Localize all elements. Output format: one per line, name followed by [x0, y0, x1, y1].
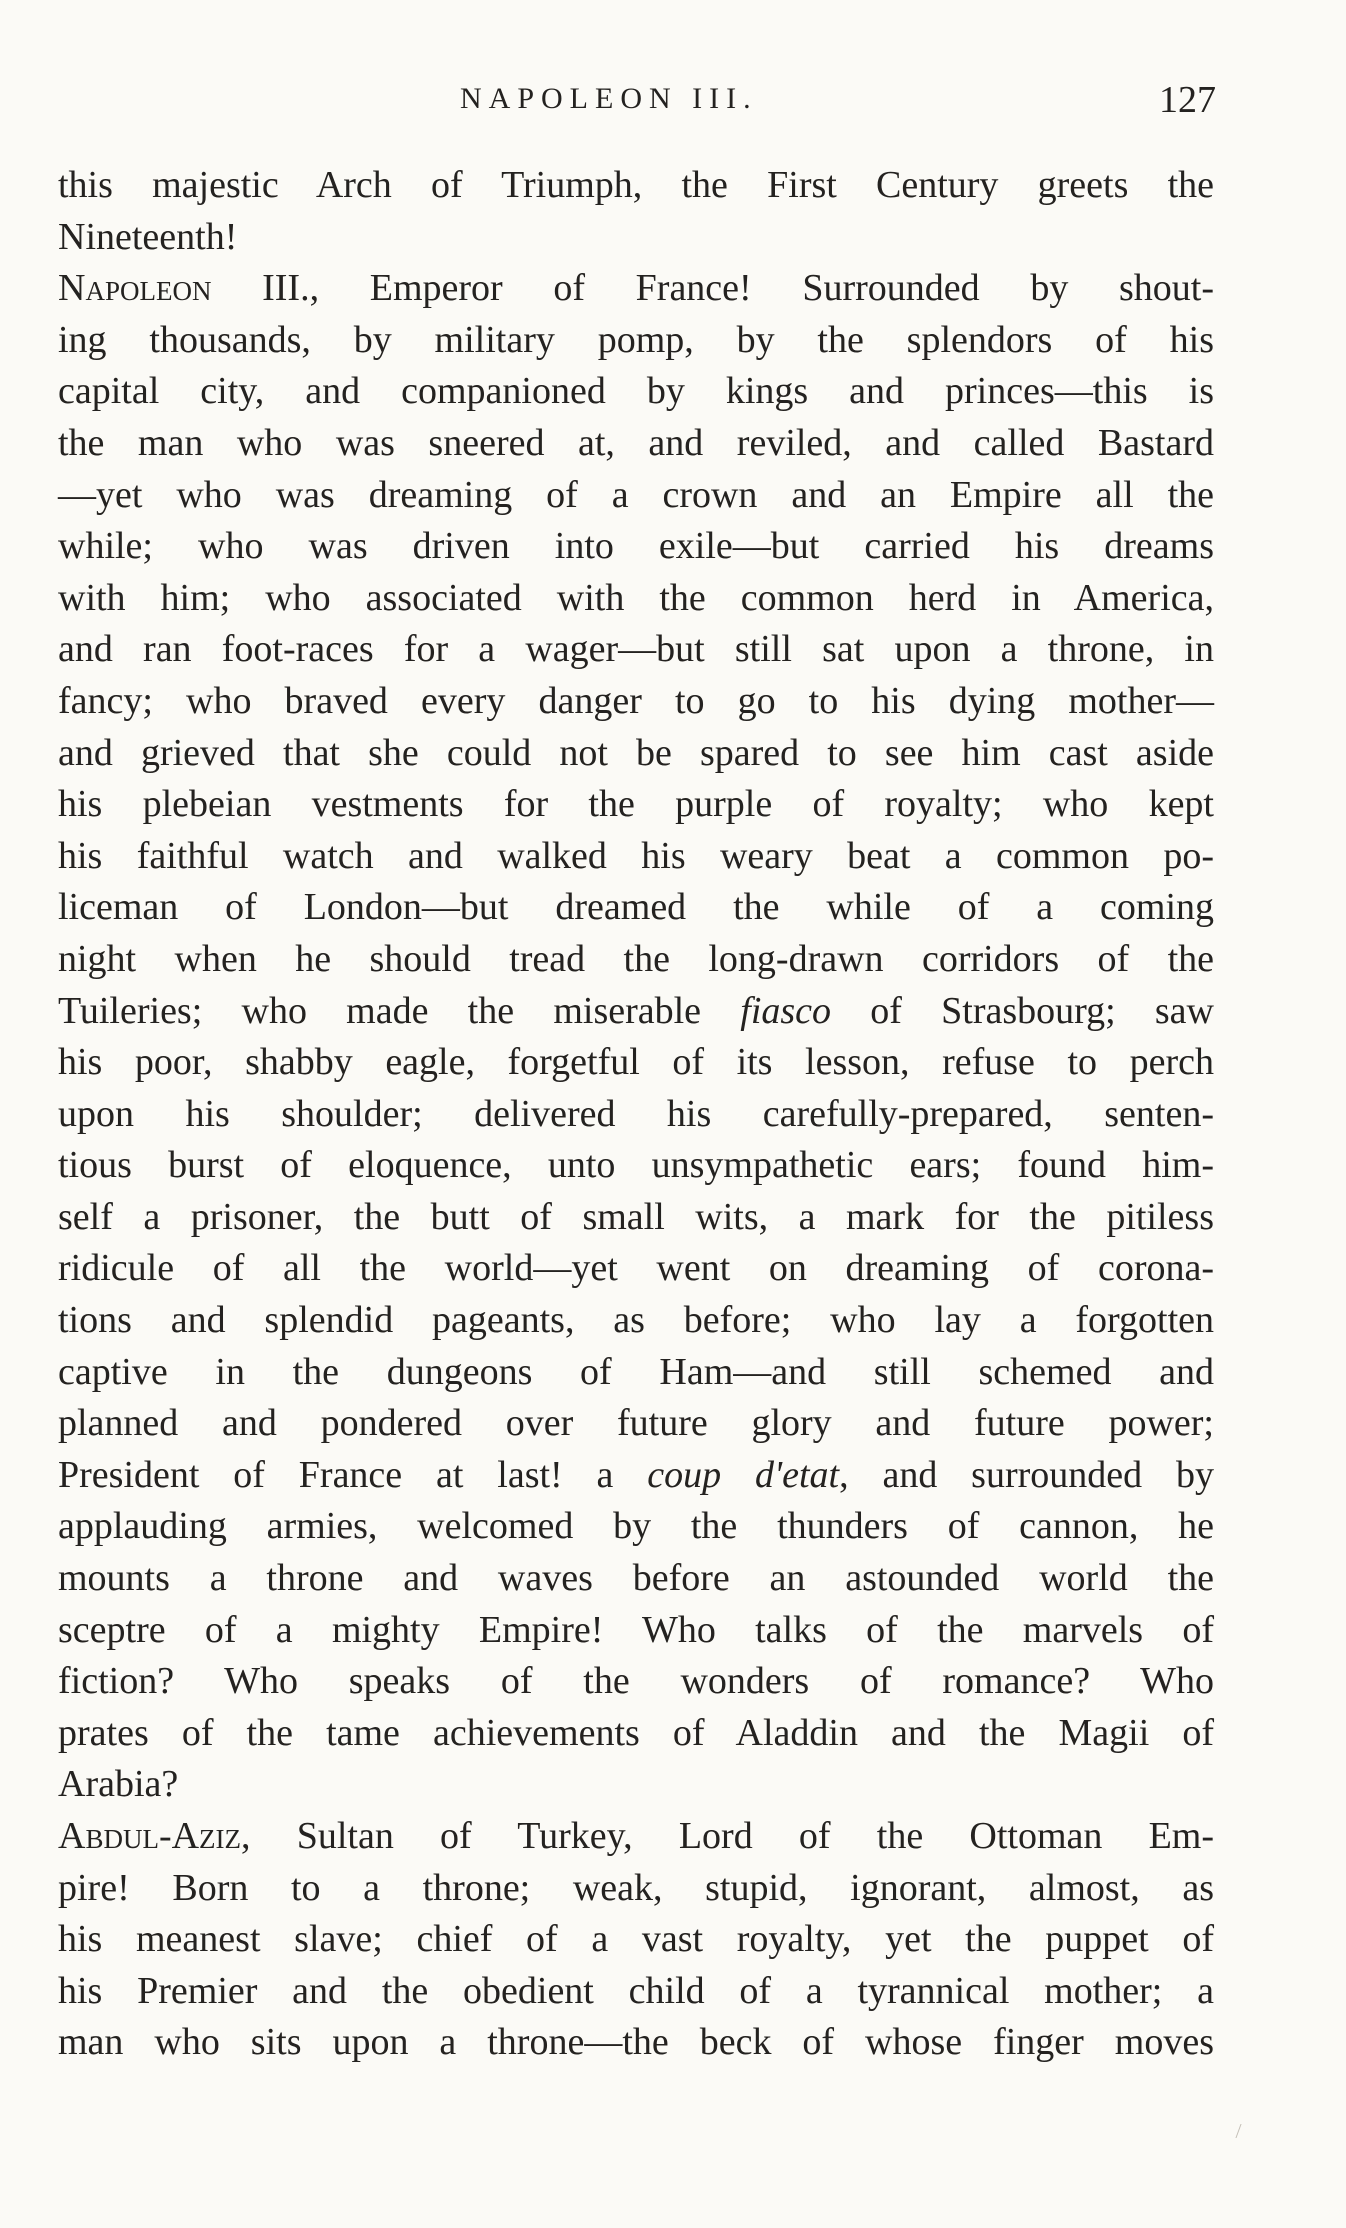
text-line: [58, 1501, 1214, 1553]
text-segment: pire! Born to a throne; weak, stupid, ignorant, almost, as: [58, 1866, 1214, 1909]
text-segment: his Premier and the obedient child of a tyrannical mother; a: [58, 1969, 1214, 2012]
text-segment: Nineteenth!: [58, 215, 238, 258]
text-segment: sceptre of a mighty Empire! Who talks of the marvels of: [58, 1608, 1214, 1651]
small-caps-name: Abdul-Aziz: [58, 1815, 242, 1857]
text-line: [58, 1140, 1214, 1192]
running-head: [460, 78, 1216, 122]
small-caps-name: Napoleon: [58, 267, 212, 310]
text-segment: , and surrounded by: [839, 1453, 1214, 1496]
text-line: [58, 315, 1214, 367]
italic-text: coup d'etat: [647, 1453, 840, 1496]
text-line: [58, 418, 1214, 470]
text-segment: self a prisoner, the butt of small wits, a mark for the pitiless: [58, 1195, 1214, 1238]
text-segment: his meanest slave; chief of a vast royalty, yet the puppet of: [58, 1918, 1214, 1961]
text-line: [58, 212, 1214, 264]
text-segment: his plebeian vestments for the purple of royalty; who kept: [58, 783, 1214, 826]
text-line: [58, 1347, 1214, 1399]
text-line: [58, 986, 1214, 1038]
text-line: [58, 1450, 1214, 1502]
text-segment: Arabia?: [58, 1763, 179, 1806]
text-segment: capital city, and companioned by kings and princes—this is: [58, 370, 1214, 413]
italic-text: fiasco: [740, 989, 832, 1032]
text-line: [58, 1759, 1214, 1811]
text-line: [58, 1914, 1214, 1966]
text-segment: planned and pondered over future glory and future power;: [58, 1402, 1214, 1445]
text-segment: upon his shoulder; delivered his carefully-prepared, senten-: [58, 1092, 1214, 1135]
text-segment: the man who was sneered at, and reviled, and called Bastard: [58, 421, 1214, 464]
text-line: [58, 521, 1214, 573]
text-segment: with him; who associated with the common herd in America,: [58, 576, 1214, 619]
text-line: [58, 1089, 1214, 1141]
text-line: [58, 831, 1214, 883]
text-segment: while; who was driven into exile—but carried his dreams: [58, 525, 1214, 568]
text-segment: fancy; who braved every danger to go to his dying mother—: [58, 679, 1214, 722]
text-segment: night when he should tread the long-drawn corridors of the: [58, 937, 1214, 980]
text-segment: tions and splendid pageants, as before; who lay a forgotten: [58, 1299, 1214, 1342]
text-line: [58, 1295, 1214, 1347]
text-line: [58, 728, 1214, 780]
text-segment: his faithful watch and walked his weary beat a common po-: [58, 834, 1214, 877]
text-line: [58, 882, 1214, 934]
text-line: [58, 1398, 1214, 1450]
text-segment: ing thousands, by military pomp, by the splendors of his: [58, 318, 1214, 361]
text-line: [58, 1656, 1214, 1708]
text-segment: applauding armies, welcomed by the thunders of cannon, he: [58, 1505, 1214, 1548]
text-line: [58, 1708, 1214, 1760]
text-line: [58, 2017, 1214, 2069]
text-segment: President of France at last! a: [58, 1453, 648, 1496]
text-segment: and grieved that she could not be spared to see him cast aside: [58, 731, 1214, 774]
text-line: [58, 1037, 1214, 1089]
text-segment: prates of the tame achievements of Aladdin and the Magii of: [58, 1711, 1214, 1754]
text-segment: —yet who was dreaming of a crown and an Empire all the: [58, 473, 1214, 516]
text-line: [58, 624, 1214, 676]
text-line: [58, 934, 1214, 986]
text-segment: tious burst of eloquence, unto unsympathetic ears; found him-: [58, 1144, 1214, 1187]
text-line: [58, 1192, 1214, 1244]
text-segment: ridicule of all the world—yet went on dreaming of corona-: [58, 1247, 1214, 1290]
text-line: [58, 1966, 1214, 2018]
text-line: [58, 366, 1214, 418]
running-head-title: NAPOLEON III.: [460, 82, 758, 115]
text-line: [58, 470, 1214, 522]
text-line: [58, 160, 1214, 212]
text-segment: and ran foot-races for a wager—but still sat upon a throne, in: [58, 628, 1214, 671]
text-segment: captive in the dungeons of Ham—and still schemed and: [58, 1350, 1214, 1393]
text-line: [58, 779, 1214, 831]
page-number: 127: [1159, 79, 1216, 121]
text-line: [58, 1863, 1214, 1915]
text-segment: mounts a throne and waves before an astounded world the: [58, 1557, 1214, 1600]
text-segment: fiction? Who speaks of the wonders of romance? Who: [58, 1660, 1214, 1703]
text-line: [58, 1811, 1214, 1863]
text-line: [58, 263, 1214, 315]
text-segment: man who sits upon a throne—the beck of whose finger moves: [58, 2021, 1214, 2064]
text-line: [58, 1553, 1214, 1605]
text-line: [58, 573, 1214, 625]
text-segment: of Strasbourg; saw: [831, 989, 1214, 1032]
text-segment: Tuileries; who made the miserable: [58, 989, 741, 1032]
text-line: [58, 1605, 1214, 1657]
text-segment: his poor, shabby eagle, forgetful of its lesson, refuse to perch: [58, 1041, 1214, 1084]
text-segment: , Sultan of Turkey, Lord of the Ottoman Em-: [241, 1815, 1214, 1857]
text-segment: III., Emperor of France! Surrounded by shout-: [211, 267, 1214, 310]
body-text: [58, 160, 1214, 2069]
text-line: [58, 1243, 1214, 1295]
text-line: [58, 676, 1214, 728]
margin-pencil-mark: [1235, 2124, 1247, 2138]
text-segment: this majestic Arch of Triumph, the First Century greets the: [58, 164, 1214, 206]
text-segment: liceman of London—but dreamed the while of a coming: [58, 886, 1214, 929]
